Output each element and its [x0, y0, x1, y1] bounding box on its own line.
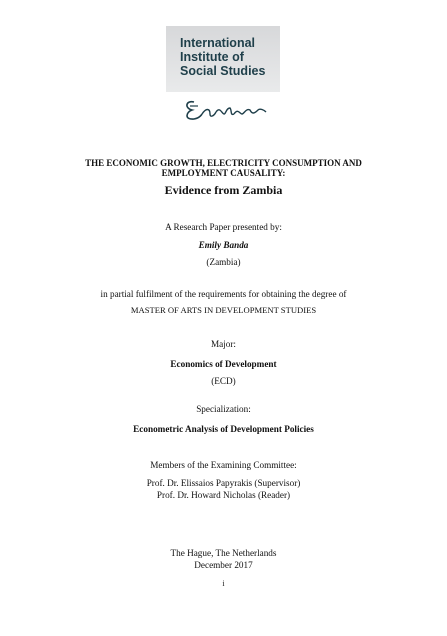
erasmus-signature-logo: [180, 92, 272, 126]
presented-by-label: A Research Paper presented by:: [165, 222, 282, 232]
specialization-value: Econometric Analysis of Development Policies: [133, 424, 314, 434]
logo-line: Institute of: [180, 50, 244, 64]
logo-line: International: [180, 36, 256, 50]
author-name: Emily Banda: [198, 240, 249, 250]
committee-label: Members of the Examining Committee:: [150, 460, 297, 470]
iss-logo: [166, 26, 280, 92]
logo-text: [180, 36, 265, 78]
major-abbreviation: (ECD): [211, 376, 236, 386]
paper-title-line-1: THE ECONOMIC GROWTH, ELECTRICITY CONSUMPTION AND: [85, 158, 362, 168]
place: The Hague, The Netherlands: [170, 548, 277, 558]
date: December 2017: [194, 560, 253, 570]
major-label: Major:: [210, 339, 236, 349]
author-country: (Zambia): [206, 257, 241, 267]
committee-member: Prof. Dr. Elissaios Papyrakis (Supervisor): [146, 478, 301, 488]
degree-requirement-text: in partial fulfilment of the requirements for obtaining the degree of: [100, 289, 347, 299]
paper-title-line-2: EMPLOYMENT CAUSALITY:: [161, 168, 286, 178]
degree-name: MASTER OF ARTS IN DEVELOPMENT STUDIES: [130, 305, 317, 315]
major-value: Economics of Development: [170, 359, 277, 369]
specialization-label: Specialization:: [196, 404, 251, 414]
committee-member: Prof. Dr. Howard Nicholas (Reader): [156, 490, 291, 500]
logo-line: Social Studies: [180, 64, 266, 78]
page-number: i: [222, 579, 225, 588]
paper-subtitle: Evidence from Zambia: [164, 183, 283, 197]
